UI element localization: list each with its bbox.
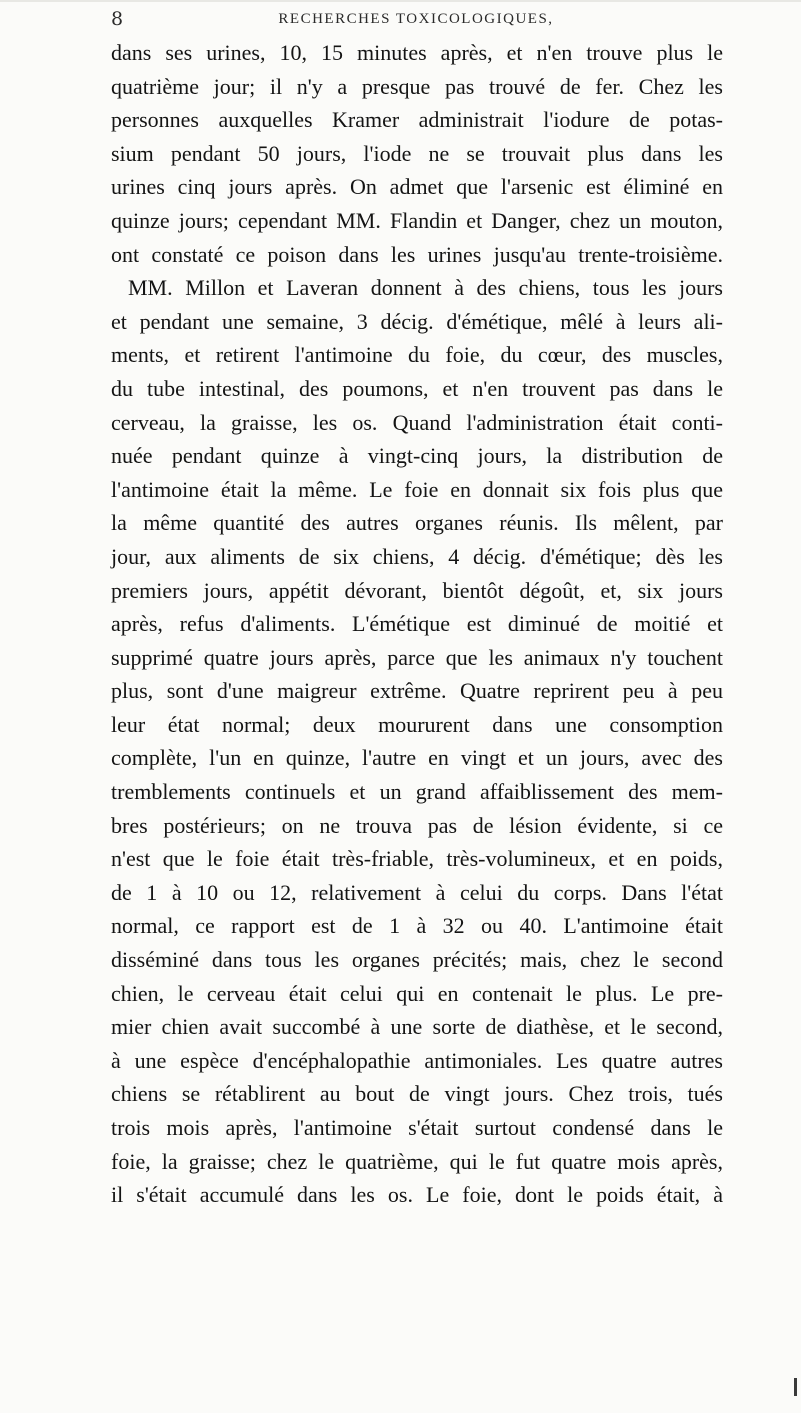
text-line: complète, l'un en quinze, l'autre en vingt et un jours, avec des	[111, 745, 723, 771]
text-line: quatrième jour; il n'y a presque pas trouvé de fer. Chez les	[111, 73, 723, 99]
text-line: nuée pendant quinze à vingt-cinq jours, la distribution de	[111, 443, 723, 469]
text-line: chiens se rétablirent au bout de vingt jours. Chez trois, tués	[111, 1081, 723, 1107]
text-line: supprimé quatre jours après, parce que les animaux n'y touchent	[111, 644, 723, 670]
page-top-edge	[0, 0, 801, 2]
text-line: MM. Millon et Laveran donnent à des chiens, tous les jours	[128, 275, 723, 301]
text-line: sium pendant 50 jours, l'iode ne se trouvait plus dans les	[111, 140, 723, 166]
text-line: cerveau, la graisse, les os. Quand l'administration était conti-	[111, 409, 723, 435]
text-line: tremblements continuels et un grand affaiblissement des mem-	[111, 779, 723, 805]
text-line: la même quantité des autres organes réunis. Ils mêlent, par	[111, 510, 723, 536]
text-line: chien, le cerveau était celui qui en contenait le plus. Le pre-	[111, 980, 723, 1006]
text-line: personnes auxquelles Kramer administrait l'iodure de potas-	[111, 107, 723, 133]
text-line: ments, et retirent l'antimoine du foie, du cœur, des muscles,	[111, 342, 723, 368]
text-line: de 1 à 10 ou 12, relativement à celui du corps. Dans l'état	[111, 879, 723, 905]
page-edge-mark	[794, 1378, 797, 1396]
text-line: quinze jours; cependant MM. Flandin et Danger, chez un mouton,	[111, 207, 723, 233]
page-header	[111, 8, 721, 32]
text-line: après, refus d'aliments. L'émétique est diminué de moitié et	[111, 611, 723, 637]
text-line: mier chien avait succombé à une sorte de diathèse, et le second,	[111, 1014, 723, 1040]
text-line: et pendant une semaine, 3 décig. d'émétique, mêlé à leurs ali-	[111, 308, 723, 334]
text-line: normal, ce rapport est de 1 à 32 ou 40. L'antimoine était	[111, 913, 723, 939]
text-line: trois mois après, l'antimoine s'était surtout condensé dans le	[111, 1115, 723, 1140]
page-number: 8	[111, 8, 124, 30]
text-line: leur état normal; deux moururent dans une consomption	[111, 711, 723, 737]
text-line: l'antimoine était la même. Le foie en donnait six fois plus que	[111, 476, 723, 502]
text-line: jour, aux aliments de six chiens, 4 décig. d'émétique; dès les	[111, 543, 723, 569]
text-line: n'est que le foie était très-friable, très-volumineux, et en poids,	[111, 846, 723, 872]
text-line: du tube intestinal, des poumons, et n'en trouvent pas dans le	[111, 375, 723, 401]
running-head: RECHERCHES TOXICOLOGIQUES,	[278, 11, 554, 27]
text-line: bres postérieurs; on ne trouva pas de lésion évidente, si ce	[111, 812, 723, 838]
text-line: il s'était accumulé dans les os. Le foie, dont le poids était, à	[111, 1182, 723, 1208]
text-line: foie, la graisse; chez le quatrième, qui le fut quatre mois après,	[111, 1148, 723, 1174]
body-text	[111, 36, 723, 1212]
text-line: disséminé dans tous les organes précités; mais, chez le second	[111, 947, 723, 973]
text-line: dans ses urines, 10, 15 minutes après, et n'en trouve plus le	[111, 40, 723, 65]
text-line: premiers jours, appétit dévorant, bientôt dégoût, et, six jours	[111, 577, 723, 603]
text-line: plus, sont d'une maigreur extrême. Quatre reprirent peu à peu	[111, 678, 723, 704]
text-line: urines cinq jours après. On admet que l'arsenic est éliminé en	[111, 174, 723, 200]
text-line: à une espèce d'encéphalopathie antimoniales. Les quatre autres	[111, 1047, 723, 1073]
text-line: ont constaté ce poison dans les urines jusqu'au trente-troisième.	[111, 241, 723, 267]
